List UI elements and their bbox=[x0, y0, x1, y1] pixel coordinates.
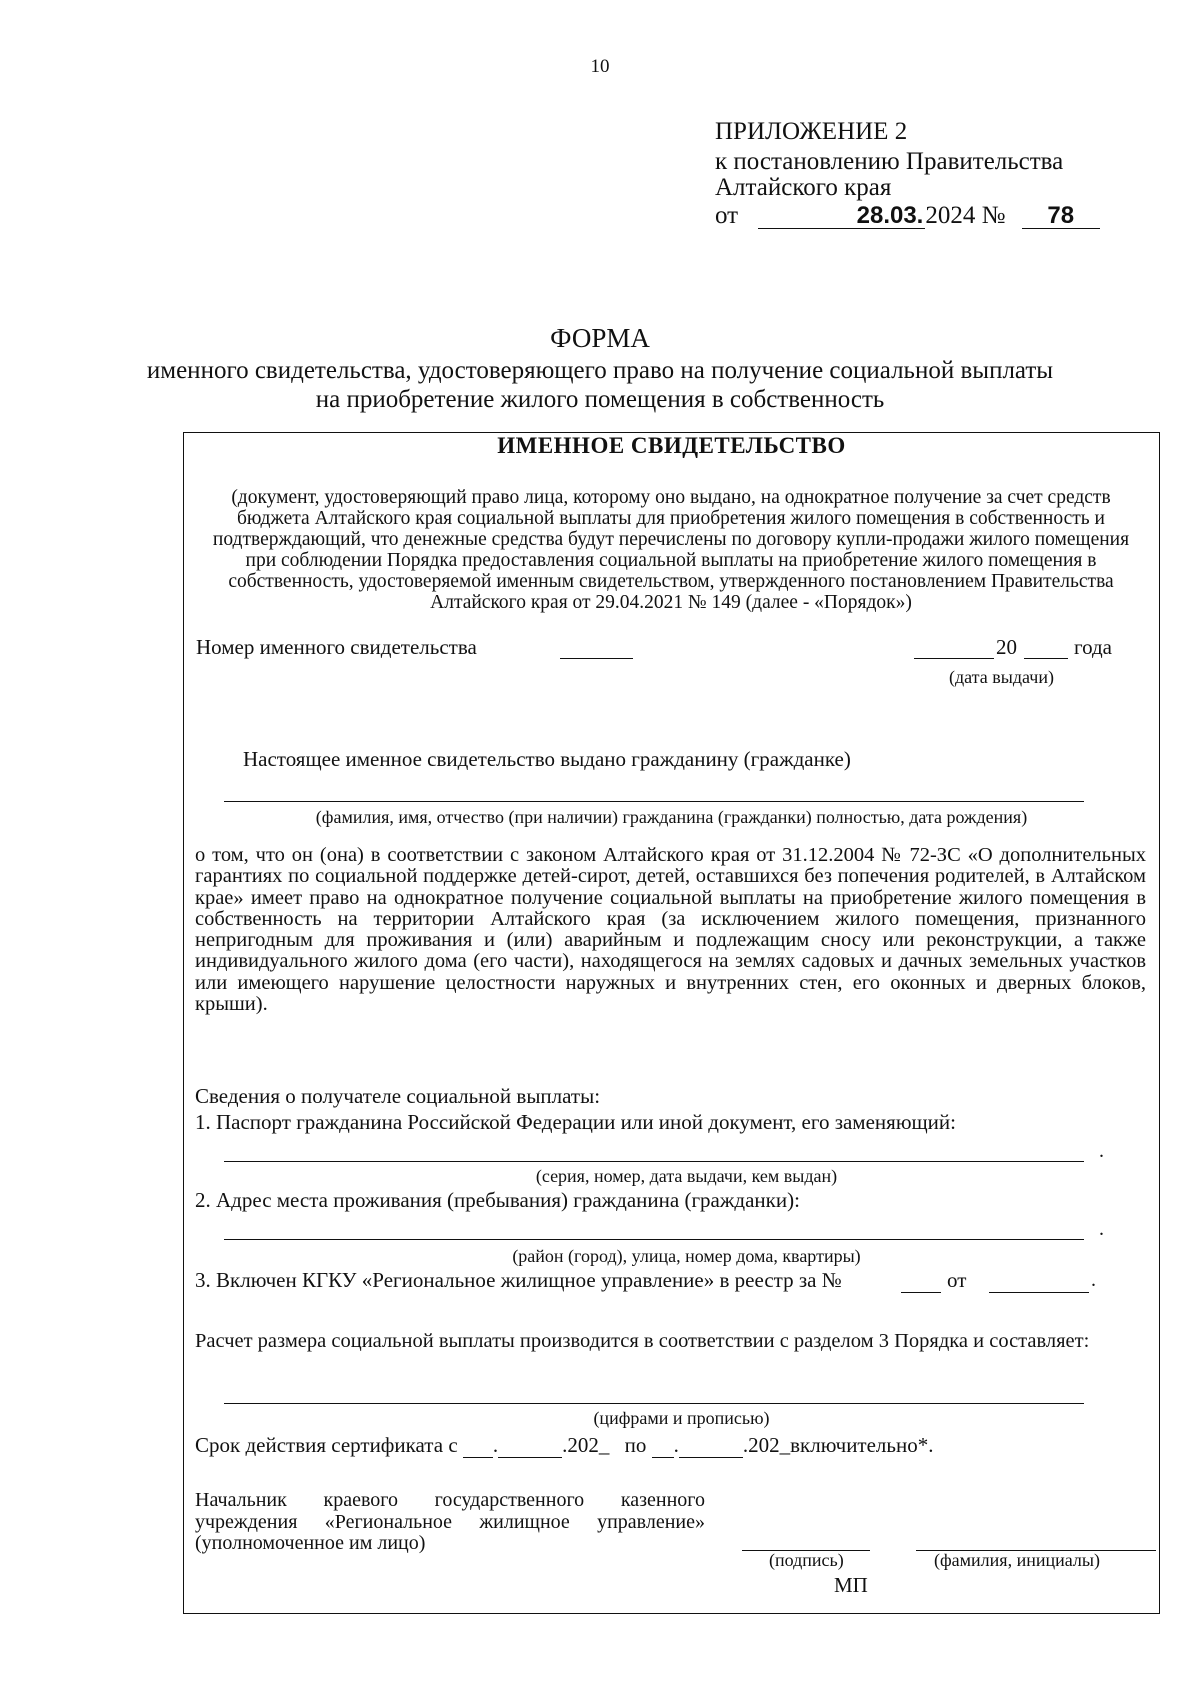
item-registry: 3. Включен КГКУ «Региональное жилищное управление» в реестр за № bbox=[195, 1268, 842, 1292]
issue-year-suffix: года bbox=[1074, 635, 1112, 659]
recipient-heading: Сведения о получателе социальной выплаты: bbox=[195, 1084, 601, 1108]
passport-line bbox=[224, 1161, 1084, 1162]
validity-from-day-line bbox=[463, 1436, 493, 1458]
recipient-name-line bbox=[224, 801, 1084, 802]
certificate-number-label: Номер именного свидетельства bbox=[196, 635, 477, 659]
annex-year: 2024 bbox=[925, 202, 976, 229]
item-address: 2. Адрес места проживания (пребывания) гражданина (гражданки): bbox=[195, 1188, 800, 1212]
passport-caption: (серия, номер, дата выдачи, кем выдан) bbox=[535, 1166, 838, 1186]
signature-caption: (подпись) bbox=[769, 1550, 844, 1570]
certificate-title: ИМЕННОЕ СВИДЕТЕЛЬСТВО bbox=[497, 433, 846, 458]
validity-suffix: включительно*. bbox=[790, 1433, 934, 1457]
page-number: 10 bbox=[590, 56, 610, 77]
validity-to-year: .202_ bbox=[742, 1433, 791, 1457]
issue-date-line bbox=[914, 658, 994, 659]
validity-from-year: .202_ bbox=[562, 1433, 610, 1457]
name-initials-caption: (фамилия, инициалы) bbox=[934, 1550, 1100, 1570]
validity-to-label: по bbox=[624, 1433, 647, 1457]
issue-year-line bbox=[1024, 658, 1068, 659]
address-line-dot: . bbox=[1099, 1218, 1104, 1240]
address-caption: (район (город), улица, номер дома, квартиры) bbox=[512, 1246, 861, 1266]
validity-to-month-line bbox=[679, 1436, 743, 1458]
validity-row: Срок действия сертификата с . .202_ по . .202_включительно*. bbox=[195, 1433, 934, 1457]
form-subtitle-text: именного свидетельства, удостоверяющего право на получение социальной выплаты на приобретение жилого помещения в собственность bbox=[146, 357, 1054, 413]
certificate-body: о том, что он (она) в соответствии с законом Алтайского края от 31.12.2004 № 72-ЗС «О дополнительных гарантиях по социальной поддержке детей-сирот, детей, оставшихся без попечения родителей, в Алтайском крае» имеет право на однократное получение социальной выплаты на приобретение жилого помещения в собственность на территории Алтайского края (за исключением жилого помещения, признанного непригодным для проживания и (или) аварийным и подлежащим сносу или реконструкции, а также индивидуального жилого дома (его части), находящегося на землях садовых и дачных земельных участков или имеющего нарушение целостности наружных и внутренних стен, его оконных и дверных блоков, крыши). bbox=[195, 844, 1146, 1016]
registry-date-line bbox=[989, 1292, 1089, 1293]
annex-number-sign: № bbox=[981, 202, 1006, 229]
annex-number-handwritten: 78 bbox=[1022, 204, 1100, 229]
registry-from-label: от bbox=[947, 1268, 967, 1292]
registry-line-dot: . bbox=[1091, 1269, 1096, 1291]
certificate-number-line bbox=[560, 658, 633, 659]
annex-resolution-line: к постановлению Правительства bbox=[715, 148, 1064, 175]
certificate-frame bbox=[183, 432, 1160, 1614]
form-heading: ФОРМА bbox=[550, 323, 650, 353]
amount-line bbox=[224, 1403, 1084, 1404]
annex-region-line: Алтайского края bbox=[715, 174, 892, 201]
recipient-name-caption: (фамилия, имя, отчество (при наличии) гражданина (гражданки) полностью, дата рождения) bbox=[315, 807, 1028, 827]
validity-from-month-line bbox=[498, 1436, 562, 1458]
annex-date-line bbox=[715, 202, 1100, 229]
form-subtitle bbox=[0, 356, 1200, 414]
issue-year-prefix: 20 bbox=[996, 635, 1017, 659]
validity-to-day-line bbox=[652, 1436, 674, 1458]
stamp-place: МП bbox=[834, 1573, 868, 1597]
passport-line-dot: . bbox=[1099, 1140, 1104, 1162]
issued-to-text: Настоящее именное свидетельство выдано гражданину (гражданке) bbox=[243, 747, 851, 771]
annex-from-label: от bbox=[715, 202, 739, 229]
issue-date-caption: (дата выдачи) bbox=[949, 667, 1054, 687]
registry-number-line bbox=[901, 1292, 941, 1293]
validity-prefix: Срок действия сертификата с bbox=[195, 1433, 458, 1457]
item-passport: 1. Паспорт гражданина Российской Федерации или иной документ, его заменяющий: bbox=[195, 1110, 956, 1134]
annex-date-handwritten: 28.03. bbox=[758, 204, 925, 229]
certificate-description: (документ, удостоверяющий право лица, которому оно выдано, на однократное получение за счет средств бюджета Алтайского края социальной выплаты для приобретения жилого помещения в собственность и подтверждающий, что денежные средства будут перечислены по договору купли-продажи жилого помещения при соблюдении Порядка предоставления социальной выплаты на приобретение жилого помещения в собственность, удостоверяемой именным свидетельством, утвержденного постановлением Правительства Алтайского края от 29.04.2021 № 149 (далее - «Порядок») bbox=[212, 487, 1130, 613]
signatory-title: Начальник краевого государственного казенного учреждения «Региональное жилищное управление» (уполномоченное им лицо) bbox=[195, 1489, 705, 1554]
calculation-text: Расчет размера социальной выплаты производится в соответствии с разделом 3 Порядка и составляет: bbox=[195, 1330, 1090, 1352]
amount-caption: (цифрами и прописью) bbox=[593, 1408, 770, 1428]
address-line bbox=[224, 1239, 1084, 1240]
annex-title: ПРИЛОЖЕНИЕ 2 bbox=[715, 118, 908, 145]
